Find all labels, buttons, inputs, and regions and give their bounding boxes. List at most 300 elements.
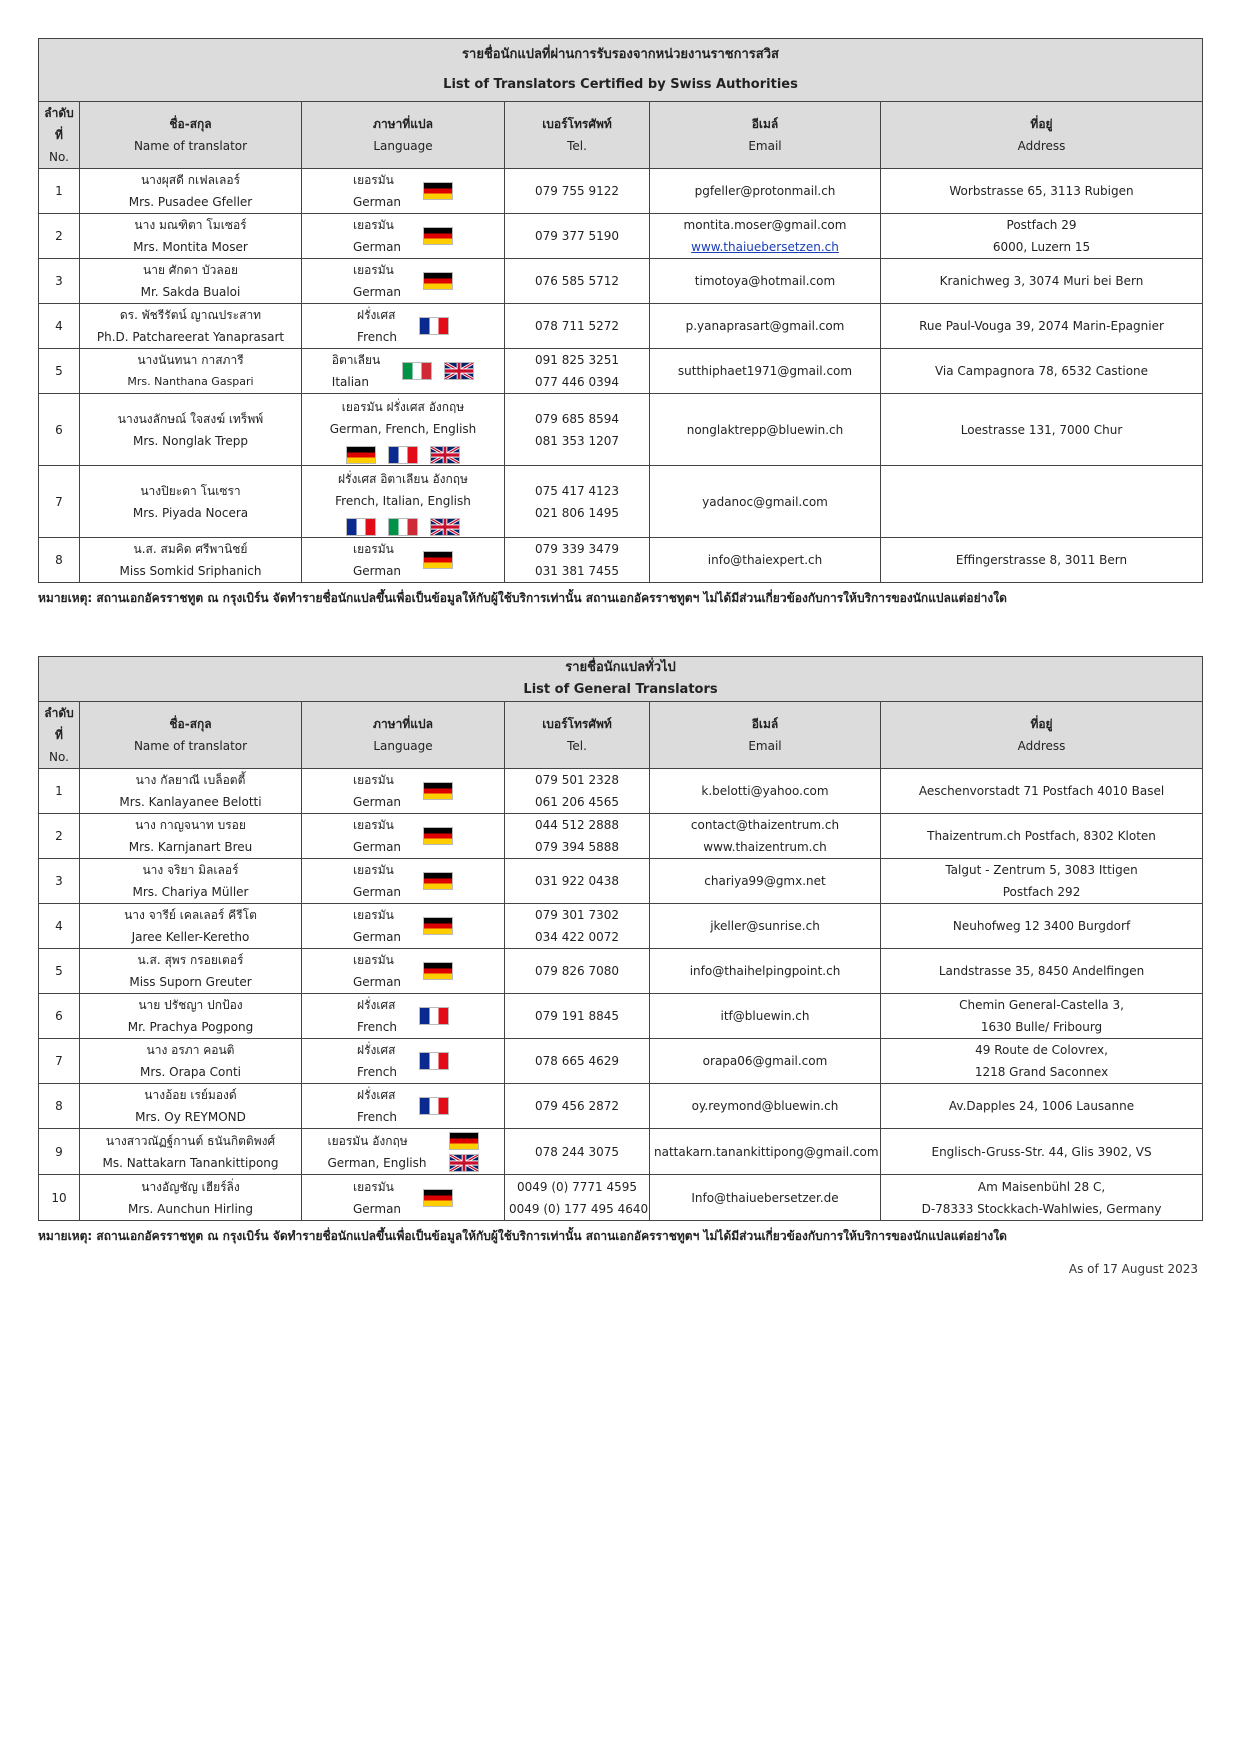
france-flag-icon (388, 446, 418, 464)
translator-name (80, 859, 302, 904)
row-number-text: 3 (55, 274, 63, 288)
translator-name-thai: นางนันทนา กาสภารี (137, 353, 244, 367)
language-header (302, 702, 505, 769)
language-flags (423, 872, 453, 890)
phone-number: 077 446 0394 (535, 375, 619, 389)
language-flags (449, 1132, 479, 1172)
language-header-english: Language (373, 739, 433, 753)
address-line: D-78333 Stockkach-Wahlwies, Germany (921, 1201, 1162, 1216)
address-cell (881, 994, 1203, 1039)
translator-name-thai: นาง มณฑิตา โมเซอร์ (134, 218, 247, 232)
translator-language (302, 859, 505, 904)
email-cell (650, 1039, 881, 1084)
email-cell (650, 394, 881, 466)
table-row (39, 994, 1203, 1039)
translator-name-english: Miss Suporn Greuter (129, 975, 252, 989)
translator-name-thai: ดร. พัชรีรัตน์ ญาณประสาท (119, 308, 262, 322)
italy-flag-icon (402, 362, 432, 380)
phone-header (505, 702, 650, 769)
germany-flag-icon (423, 227, 453, 245)
phone-number: 078 244 3075 (535, 1144, 619, 1159)
translator-name-english: Mr. Sakda Bualoi (140, 285, 241, 299)
row-number (39, 1084, 80, 1129)
language-thai: เยอรมัน ฝรั่งเศส อังกฤษ (341, 399, 465, 414)
language-flags (423, 782, 453, 800)
language-thai: เยอรมัน (352, 863, 394, 877)
phone-numbers (505, 1175, 650, 1221)
translator-name (80, 904, 302, 949)
table-row (39, 304, 1203, 349)
phone-numbers (505, 538, 650, 583)
email-cell (650, 814, 881, 859)
email-cell (650, 466, 881, 538)
name-header-thai: ชื่อ-สกุล (169, 117, 212, 131)
germany-flag-icon (346, 446, 376, 464)
language-english: French (357, 330, 397, 344)
row-number (39, 859, 80, 904)
address-line: Loestrasse 131, 7000 Chur (960, 422, 1123, 437)
germany-flag-icon (423, 962, 453, 980)
address-line: Rue Paul-Vouga 39, 2074 Marin-Epagnier (919, 319, 1164, 333)
language-thai: เยอรมัน (352, 542, 394, 556)
address-cell (881, 349, 1203, 394)
language-english: German (352, 975, 402, 989)
address-line: 1630 Bulle/ Fribourg (980, 1020, 1103, 1034)
phone-number: 079 339 3479 (535, 542, 619, 556)
translator-language (302, 349, 505, 394)
language-english: German (352, 1201, 402, 1216)
row-number-text: 9 (55, 1144, 63, 1159)
name-header (80, 702, 302, 769)
language-english: German (352, 795, 402, 809)
translator-name-thai: นาย ศักดา บัวลอย (143, 263, 238, 277)
france-flag-icon (419, 317, 449, 335)
disclaimer-note: หมายเหตุ: สถานเอกอัครราชทูต ณ กรุงเบิร์น จัดทำรายชื่อนักแปลขึ้นเพื่อเป็นข้อมูลให้กับผู้ใช้บริการเท่านั้น สถานเอกอัครราชทูตฯ ไม่ได้มีส่วนเกี่ยวข้องกับการให้บริการของนักแปลแต่อย่างใด (38, 591, 1007, 605)
translator-name (80, 1129, 302, 1175)
row-number (39, 349, 80, 394)
row-number-text: 6 (55, 422, 63, 437)
translator-name (80, 538, 302, 583)
table-row (39, 214, 1203, 259)
language-thai: เยอรมัน (352, 263, 394, 277)
translator-name (80, 949, 302, 994)
translator-language (302, 466, 505, 538)
germany-flag-icon (423, 782, 453, 800)
translator-name-thai: นางสาวณัฏฐ์กานต์ ธนันกิตติพงศ์ (105, 1133, 276, 1148)
table-row (39, 349, 1203, 394)
row-number (39, 538, 80, 583)
translator-name-thai: นาง จริยา มิลเลอร์ (142, 863, 239, 877)
row-number-text: 3 (55, 874, 63, 888)
translator-name (80, 214, 302, 259)
email-address[interactable]: montita.moser@gmail.com (683, 218, 847, 232)
certified-translators-table (38, 38, 1203, 583)
table-row (39, 949, 1203, 994)
phone-number: 078 711 5272 (535, 319, 619, 333)
language-flags (419, 1052, 449, 1070)
language-english: French (357, 1065, 397, 1079)
row-number (39, 169, 80, 214)
translator-name-thai: นาย ปรัชญา ปกป้อง (138, 998, 243, 1012)
translator-language (302, 814, 505, 859)
table-row (39, 259, 1203, 304)
email-cell (650, 949, 881, 994)
translator-name-english: Mrs. Oy REYMOND (135, 1110, 246, 1124)
language-english: German (352, 840, 402, 854)
translator-name-english: Mrs. Orapa Conti (139, 1065, 242, 1079)
address-line: Worbstrasse 65, 3113 Rubigen (949, 184, 1134, 198)
france-flag-icon (346, 518, 376, 536)
address-line: Neuhofweg 12 3400 Burgdorf (952, 919, 1131, 933)
email-address[interactable]: orapa06@gmail.com (702, 1054, 828, 1068)
email-address[interactable]: Info@thaiuebersetzer.de (691, 1190, 839, 1205)
email-address[interactable]: itf@bluewin.ch (720, 1009, 810, 1023)
table-row (39, 466, 1203, 538)
table-row (39, 1039, 1203, 1084)
website-link[interactable]: www.thaizentrum.ch (703, 840, 827, 854)
germany-flag-icon (449, 1132, 479, 1150)
name-header (80, 102, 302, 169)
email-cell (650, 304, 881, 349)
number-header-english: No. (49, 150, 69, 164)
language-english: German, French, English (329, 421, 477, 436)
language-flags (423, 227, 453, 245)
phone-number: 079 501 2328 (535, 773, 619, 787)
language-flags (423, 272, 453, 290)
translator-name-english: Ph.D. Patchareerat Yanaprasart (96, 330, 285, 344)
email-address[interactable]: p.yanaprasart@gmail.com (685, 319, 845, 333)
phone-number: 079 394 5888 (535, 840, 619, 854)
email-cell (650, 859, 881, 904)
address-header-english: Address (1017, 739, 1066, 753)
language-english: Italian (331, 375, 370, 389)
language-thai: ฝรั่งเศส (357, 1088, 396, 1102)
language-thai: เยอรมัน อังกฤษ (327, 1133, 408, 1148)
address-cell (881, 259, 1203, 304)
email-address[interactable]: oy.reymond@bluewin.ch (691, 1099, 839, 1113)
email-address[interactable]: contact@thaizentrum.ch (690, 818, 840, 832)
row-number-text: 8 (55, 1099, 63, 1113)
number-header-thai: ลำดับที่ (44, 106, 74, 142)
email-address[interactable]: chariya99@gmx.net (704, 874, 826, 888)
translator-name (80, 304, 302, 349)
name-header-english: Name of translator (133, 139, 248, 153)
general-title-english: List of General Translators (523, 682, 718, 697)
translator-name-english: Mrs. Montita Moser (133, 240, 248, 254)
row-number-text: 4 (55, 919, 63, 933)
phone-numbers (505, 466, 650, 538)
email-cell (650, 259, 881, 304)
language-english: German (352, 564, 402, 578)
number-header (39, 102, 80, 169)
email-address[interactable]: nonglaktrepp@bluewin.ch (686, 422, 844, 437)
translator-name (80, 1084, 302, 1129)
translator-language (302, 1175, 505, 1221)
row-number-text: 1 (55, 184, 63, 198)
phone-numbers (505, 169, 650, 214)
certified-title-thai: รายชื่อนักแปลที่ผ่านการรับรองจากหน่วยงานราชการสวิส (462, 47, 779, 62)
translator-name-english: Mrs. Nonglak Trepp (132, 433, 248, 448)
language-thai: ฝรั่งเศส (357, 1043, 396, 1057)
address-line: 49 Route de Colovrex, (975, 1043, 1108, 1057)
language-flags (423, 827, 453, 845)
france-flag-icon (419, 1007, 449, 1025)
phone-number: 0049 (0) 7771 4595 (516, 1179, 638, 1194)
language-flags (419, 1007, 449, 1025)
translator-language (302, 769, 505, 814)
email-cell (650, 1175, 881, 1221)
email-address[interactable]: sutthiphaet1971@gmail.com (677, 364, 853, 378)
germany-flag-icon (423, 551, 453, 569)
email-cell (650, 1084, 881, 1129)
address-line: Talgut - Zentrum 5, 3083 Ittigen (945, 863, 1138, 877)
language-english: German (352, 930, 402, 944)
language-thai: เยอรมัน (352, 218, 394, 232)
row-number-text: 7 (55, 494, 63, 509)
translator-language (302, 394, 505, 466)
table-row (39, 904, 1203, 949)
address-cell (881, 466, 1203, 538)
language-thai: เยอรมัน (352, 173, 394, 187)
language-english: French (357, 1110, 397, 1124)
phone-number: 079 191 8845 (535, 1009, 619, 1023)
row-number (39, 1175, 80, 1221)
germany-flag-icon (423, 272, 453, 290)
language-thai: ฝรั่งเศส (357, 308, 396, 322)
email-address[interactable]: yadanoc@gmail.com (702, 494, 828, 509)
translator-name-thai: น.ส. สมคิด ศรีพานิชย์ (133, 542, 248, 556)
phone-numbers (505, 949, 650, 994)
translator-name (80, 1175, 302, 1221)
phone-numbers (505, 214, 650, 259)
email-address[interactable]: pgfeller@protonmail.ch (694, 184, 836, 198)
language-english: French, Italian, English (335, 493, 471, 508)
phone-header-english: Tel. (567, 139, 587, 153)
language-flags (306, 512, 500, 536)
translator-name-thai: นาง กาญจนาท บรอย (135, 818, 246, 832)
general-title-thai: รายชื่อนักแปลทั่วไป (565, 660, 676, 675)
translator-name (80, 349, 302, 394)
table-row (39, 1084, 1203, 1129)
email-address[interactable]: timotoya@hotmail.com (694, 274, 836, 288)
translator-name-thai: นาง กัลยาณี เบล็อตตี้ (135, 773, 246, 787)
address-header-thai: ที่อยู่ (1030, 117, 1053, 131)
address-cell (881, 769, 1203, 814)
row-number (39, 259, 80, 304)
email-cell (650, 904, 881, 949)
address-line: Via Campagnora 78, 6532 Castione (934, 364, 1149, 378)
phone-number: 076 585 5712 (535, 274, 619, 288)
translator-language (302, 949, 505, 994)
address-line: Am Maisenbühl 28 C, (977, 1179, 1106, 1194)
row-number-text: 5 (55, 364, 63, 378)
translator-name-thai: นางอ้อย เรย์มองด์ (144, 1088, 237, 1102)
address-cell (881, 538, 1203, 583)
email-address[interactable]: info@thaihelpingpoint.ch (689, 964, 841, 978)
email-address[interactable]: nattakarn.tanankittipong@gmail.com (654, 1144, 879, 1159)
email-cell (650, 1129, 881, 1175)
address-cell (881, 814, 1203, 859)
phone-numbers (505, 859, 650, 904)
translator-name-thai: นางอัญชัญ เฮียร์ลิ่ง (141, 1179, 240, 1194)
phone-number: 034 422 0072 (535, 930, 619, 944)
email-cell (650, 349, 881, 394)
phone-number: 079 685 8594 (535, 411, 619, 426)
table-row (39, 1175, 1203, 1221)
email-cell (650, 994, 881, 1039)
translator-name-english: Mr. Prachya Pogpong (127, 1020, 254, 1034)
email-header (650, 702, 881, 769)
row-number (39, 214, 80, 259)
email-address[interactable]: k.belotti@yahoo.com (701, 784, 829, 798)
row-number (39, 394, 80, 466)
email-header-english: Email (748, 139, 782, 153)
row-number (39, 1039, 80, 1084)
uk-flag-icon (444, 362, 474, 380)
email-cell (650, 214, 881, 259)
language-thai: เยอรมัน (352, 818, 394, 832)
language-header-thai: ภาษาที่แปล (373, 717, 433, 731)
email-address[interactable]: info@thaiexpert.ch (707, 553, 823, 567)
translator-name-english: Mrs. Pusadee Gfeller (128, 195, 253, 209)
row-number (39, 814, 80, 859)
phone-numbers (505, 1084, 650, 1129)
language-thai: ฝรั่งเศส (357, 998, 396, 1012)
translator-name-english: Mrs. Aunchun Hirling (128, 1201, 253, 1216)
translator-name (80, 1039, 302, 1084)
translator-name-english: Ms. Nattakarn Tanankittipong (102, 1155, 279, 1170)
phone-number: 075 417 4123 (535, 483, 619, 498)
email-header-thai: อีเมล์ (751, 117, 779, 131)
address-line: Postfach 292 (1002, 885, 1081, 899)
row-number-text: 6 (55, 1009, 63, 1023)
certified-title (39, 39, 1203, 102)
translator-language (302, 214, 505, 259)
phone-numbers (505, 259, 650, 304)
table-row (39, 538, 1203, 583)
row-number (39, 1129, 80, 1175)
table-row (39, 859, 1203, 904)
phone-number: 079 377 5190 (535, 229, 619, 243)
language-thai: ฝรั่งเศส อิตาเลียน อังกฤษ (338, 471, 468, 486)
row-number (39, 466, 80, 538)
phone-numbers (505, 814, 650, 859)
translator-name-thai: นางปิยะดา โนเซรา (140, 483, 241, 498)
translator-language (302, 259, 505, 304)
row-number (39, 994, 80, 1039)
row-number-text: 10 (51, 1190, 67, 1205)
row-number (39, 949, 80, 994)
phone-number: 081 353 1207 (535, 433, 619, 448)
address-line: Postfach 29 (1006, 218, 1077, 232)
address-cell (881, 1129, 1203, 1175)
row-number-text: 2 (55, 229, 63, 243)
row-number (39, 304, 80, 349)
address-cell (881, 1084, 1203, 1129)
translator-name-english: Miss Somkid Sriphanich (119, 564, 262, 578)
address-line: 1218 Grand Saconnex (974, 1065, 1109, 1079)
translator-name (80, 769, 302, 814)
language-thai: เยอรมัน (352, 908, 394, 922)
address-header-english: Address (1017, 139, 1066, 153)
translator-name-english: Mrs. Piyada Nocera (132, 505, 249, 520)
phone-numbers (505, 769, 650, 814)
row-number (39, 769, 80, 814)
language-thai: เยอรมัน (352, 953, 394, 967)
language-flags (423, 917, 453, 935)
translator-language (302, 904, 505, 949)
row-number-text: 8 (55, 553, 63, 567)
email-cell (650, 169, 881, 214)
row-number-text: 5 (55, 964, 63, 978)
table-row (39, 394, 1203, 466)
phone-numbers (505, 349, 650, 394)
language-thai: อิตาเลียน (331, 353, 381, 367)
language-thai: เยอรมัน (352, 1179, 394, 1194)
uk-flag-icon (430, 446, 460, 464)
address-cell (881, 859, 1203, 904)
number-header-thai: ลำดับที่ (44, 706, 74, 742)
general-translators-table (38, 656, 1203, 1221)
table-row (39, 769, 1203, 814)
address-header (881, 102, 1203, 169)
translator-name (80, 814, 302, 859)
email-header-english: Email (748, 739, 782, 753)
website-link[interactable]: www.thaiuebersetzen.ch (691, 240, 839, 254)
language-flags (402, 362, 474, 380)
translator-name (80, 994, 302, 1039)
translator-name-thai: นาง จารีย์ เคลเลอร์ คีรีโต (124, 908, 257, 922)
number-header (39, 702, 80, 769)
table-row (39, 814, 1203, 859)
phone-header-thai: เบอร์โทรศัพท์ (542, 117, 612, 131)
language-english: German (352, 285, 402, 299)
row-number-text: 1 (55, 784, 63, 798)
table-row (39, 1129, 1203, 1175)
email-address[interactable]: jkeller@sunrise.ch (710, 919, 820, 933)
translator-name-thai: นางนงลักษณ์ ใจสงฆ์ เทร็พพ์ (117, 411, 264, 426)
address-line: Aeschenvorstadt 71 Postfach 4010 Basel (918, 784, 1165, 798)
document-page (38, 38, 1202, 1276)
language-thai: เยอรมัน (352, 773, 394, 787)
translator-language (302, 169, 505, 214)
translator-language (302, 1039, 505, 1084)
address-line: Kranichweg 3, 3074 Muri bei Bern (939, 274, 1144, 288)
translator-name-english: Jaree Keller-Keretho (131, 930, 250, 944)
phone-header-english: Tel. (567, 739, 587, 753)
translator-language (302, 994, 505, 1039)
translator-name (80, 466, 302, 538)
email-header-thai: อีเมล์ (751, 717, 779, 731)
language-english: German (352, 885, 402, 899)
language-english: German, English (327, 1155, 427, 1170)
email-cell (650, 538, 881, 583)
phone-number: 061 206 4565 (535, 795, 619, 809)
language-flags (419, 317, 449, 335)
phone-number: 031 381 7455 (535, 564, 619, 578)
language-flags (423, 1189, 453, 1207)
translator-name-english: Mrs. Kanlayanee Belotti (119, 795, 262, 809)
address-cell (881, 304, 1203, 349)
address-line: Englisch-Gruss-Str. 44, Glis 3902, VS (931, 1144, 1152, 1159)
translator-language (302, 538, 505, 583)
phone-number: 078 665 4629 (535, 1054, 619, 1068)
phone-number: 0049 (0) 177 495 4640 (509, 1201, 649, 1216)
language-flags (306, 440, 500, 464)
phone-number: 091 825 3251 (535, 353, 619, 367)
address-cell (881, 949, 1203, 994)
italy-flag-icon (388, 518, 418, 536)
